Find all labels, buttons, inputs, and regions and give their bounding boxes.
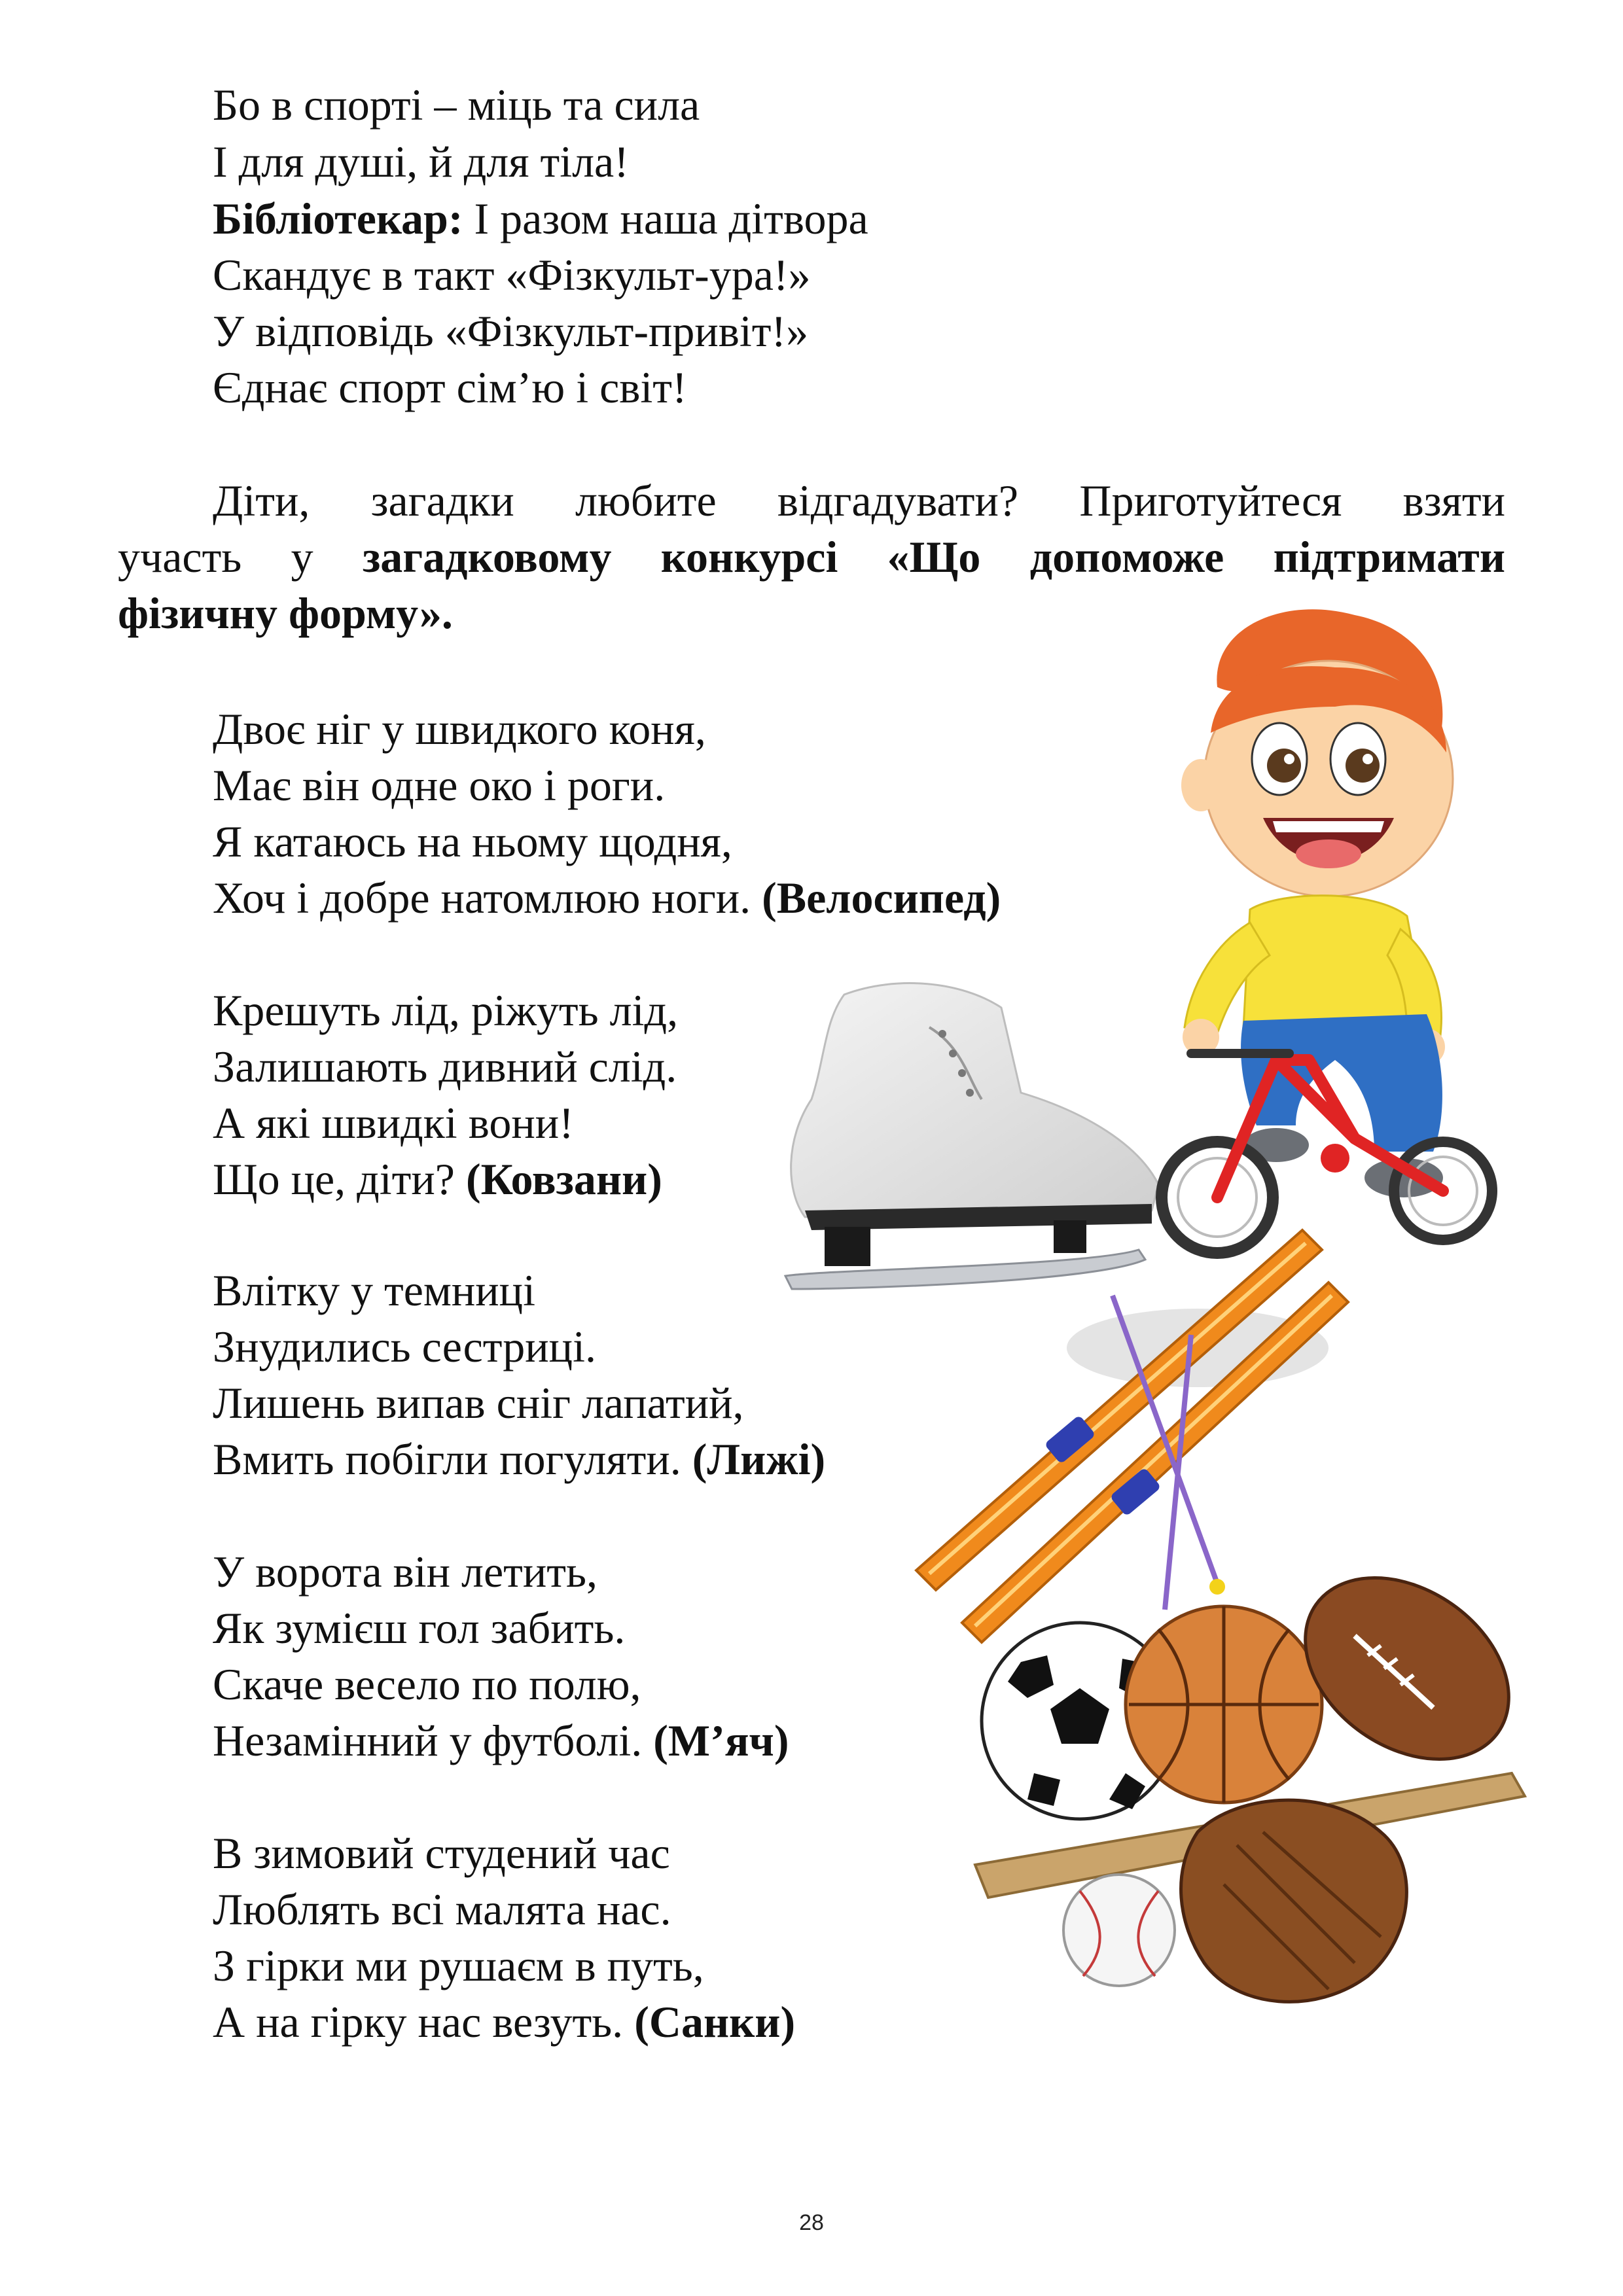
paragraph-line-1: Діти, загадки любите відгадувати? Приготуйтеся взяти — [213, 476, 1505, 525]
riddle-line: Що це, діти? — [213, 1154, 466, 1204]
riddle-line: В зимовий студений час — [213, 1828, 670, 1878]
riddle-last-line — [213, 1152, 662, 1207]
riddle-line: Незамінний у футболі. — [213, 1716, 654, 1765]
riddle-last-line — [213, 870, 1001, 925]
riddle-line: У ворота він летить, — [213, 1547, 597, 1597]
riddle-line: Залишають дивний слід. — [213, 1042, 677, 1091]
intro-line-3 — [213, 191, 868, 246]
riddle-line: Лишень випав сніг лапатий, — [213, 1378, 744, 1428]
speaker-label: Бібліотекар: — [213, 194, 463, 243]
riddle-line: Люблять всі малята нас. — [213, 1884, 671, 1934]
riddle-line: Як зумієш гол забить. — [213, 1603, 626, 1653]
paragraph-line-2 — [118, 529, 1505, 585]
riddle-last-line — [213, 1994, 795, 2049]
riddle-answer: (Лижі) — [692, 1434, 826, 1484]
boy-on-bicycle-illustration — [1139, 602, 1505, 1309]
riddle-line: Вмить побігли погуляти. — [213, 1434, 692, 1484]
riddle-line: А на гірку нас везуть. — [213, 1997, 635, 2047]
riddle-line: Я катаюсь на ньому щодня, — [213, 817, 732, 866]
riddle-line: Влітку у темниці — [213, 1265, 535, 1315]
contest-title-end: фізичну форму». — [118, 588, 453, 638]
riddle-answer: (М’яч) — [653, 1716, 789, 1765]
page-number: 28 — [799, 2210, 824, 2235]
riddle-line: Має він одне око і роги. — [213, 760, 666, 810]
intro-line-2: І для душі, й для тіла! — [213, 137, 629, 186]
riddle-answer: (Велосипед) — [762, 873, 1001, 923]
riddle-answer: (Санки) — [634, 1997, 796, 2047]
contest-title: загадковому конкурсі «Що допоможе підтримати — [362, 532, 1506, 582]
riddle-line: Скаче весело по полю, — [213, 1659, 641, 1709]
riddle-last-line — [213, 1432, 825, 1487]
intro-line-6: Єднає спорт сім’ю і світ! — [213, 362, 687, 412]
riddle-line: А які швидкі вони! — [213, 1098, 574, 1148]
intro-line-5: У відповідь «Фізкульт-привіт!» — [213, 306, 809, 356]
riddle-line: Хоч і добре натомлюю ноги. — [213, 873, 762, 923]
riddle-line: Знудились сестриці. — [213, 1322, 596, 1371]
riddle-line: Крешуть лід, ріжуть лід, — [213, 985, 679, 1035]
intro-line-3-text: І разом наша дітвора — [463, 194, 868, 243]
sports-balls-illustration — [962, 1557, 1538, 2028]
intro-line-4: Скандує в такт «Фізкульт-ура!» — [213, 250, 811, 300]
riddle-line: З гірки ми рушаєм в путь, — [213, 1941, 704, 1990]
paragraph-line-2-text: участь у — [118, 532, 363, 582]
riddle-last-line — [213, 1713, 789, 1768]
intro-line-1: Бо в спорті – міць та сила — [213, 80, 700, 130]
riddle-line: Двоє ніг у швидкого коня, — [213, 704, 706, 754]
riddle-answer: (Ковзани) — [465, 1154, 662, 1204]
